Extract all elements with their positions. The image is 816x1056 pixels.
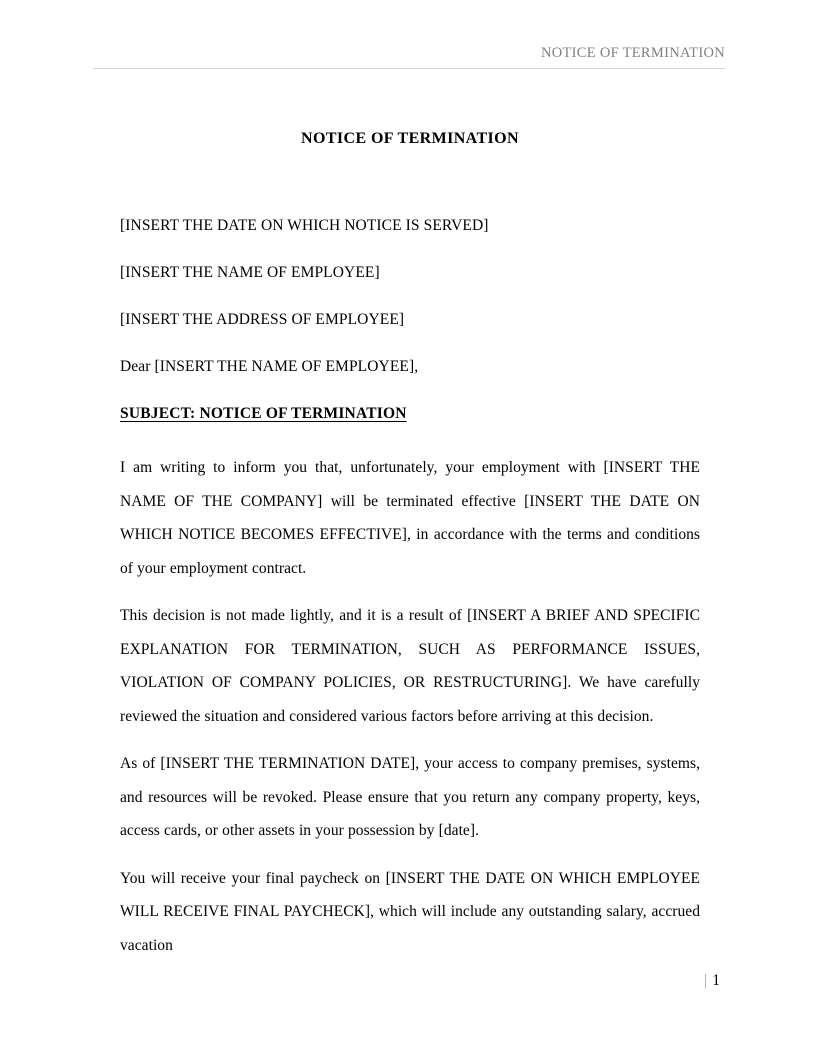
- running-header-text: NOTICE OF TERMINATION: [540, 45, 725, 61]
- header-divider-rule: [93, 68, 725, 69]
- body-paragraph-2: This decision is not made lightly, and it is a result of [INSERT A BRIEF AND SPECIFIC EXPLANATION FOR TERMINATION, SUCH AS PERFORMANCE ISSUES, VIOLATION OF COMPANY POLICIES, OR RESTRUCTURING]. We have carefully reviewed the situation and considered various factors before arriving at this decision.: [120, 607, 700, 725]
- body-paragraph-1: I am writing to inform you that, unfortunately, your employment with [INSERT THE NAME OF THE COMPANY] will be terminated effective [INSERT THE DATE ON WHICH NOTICE BECOMES EFFECTIVE], in accordance with the terms and conditions of your employment contract.: [120, 459, 700, 577]
- subject-wrapper: [120, 404, 700, 424]
- page-footer: [93, 972, 720, 990]
- document-title: NOTICE OF TERMINATION: [301, 130, 519, 147]
- address-line-address: [INSERT THE ADDRESS OF EMPLOYEE]: [120, 311, 405, 328]
- footer-page-number: 1: [712, 972, 720, 989]
- subject-line: SUBJECT: NOTICE OF TERMINATION: [120, 405, 407, 422]
- running-header: [93, 44, 725, 67]
- title-spacer: [120, 148, 700, 216]
- footer-separator-bar: |: [704, 972, 708, 989]
- salutation-line: Dear [INSERT THE NAME OF EMPLOYEE],: [120, 358, 419, 375]
- body-paragraph-3: As of [INSERT THE TERMINATION DATE], your access to company premises, systems, and resources will be revoked. Please ensure that you return any company property, keys, access cards, or other assets in your possession by [date].: [120, 755, 700, 839]
- document-body: [120, 120, 700, 962]
- body-paragraph-4: You will receive your final paycheck on [INSERT THE DATE ON WHICH EMPLOYEE WILL RECEIVE FINAL PAYCHECK], which will include any outstanding salary, accrued vacation: [120, 869, 700, 954]
- address-line-date: [INSERT THE DATE ON WHICH NOTICE IS SERVED]: [120, 217, 489, 234]
- address-line-name: [INSERT THE NAME OF EMPLOYEE]: [120, 264, 380, 281]
